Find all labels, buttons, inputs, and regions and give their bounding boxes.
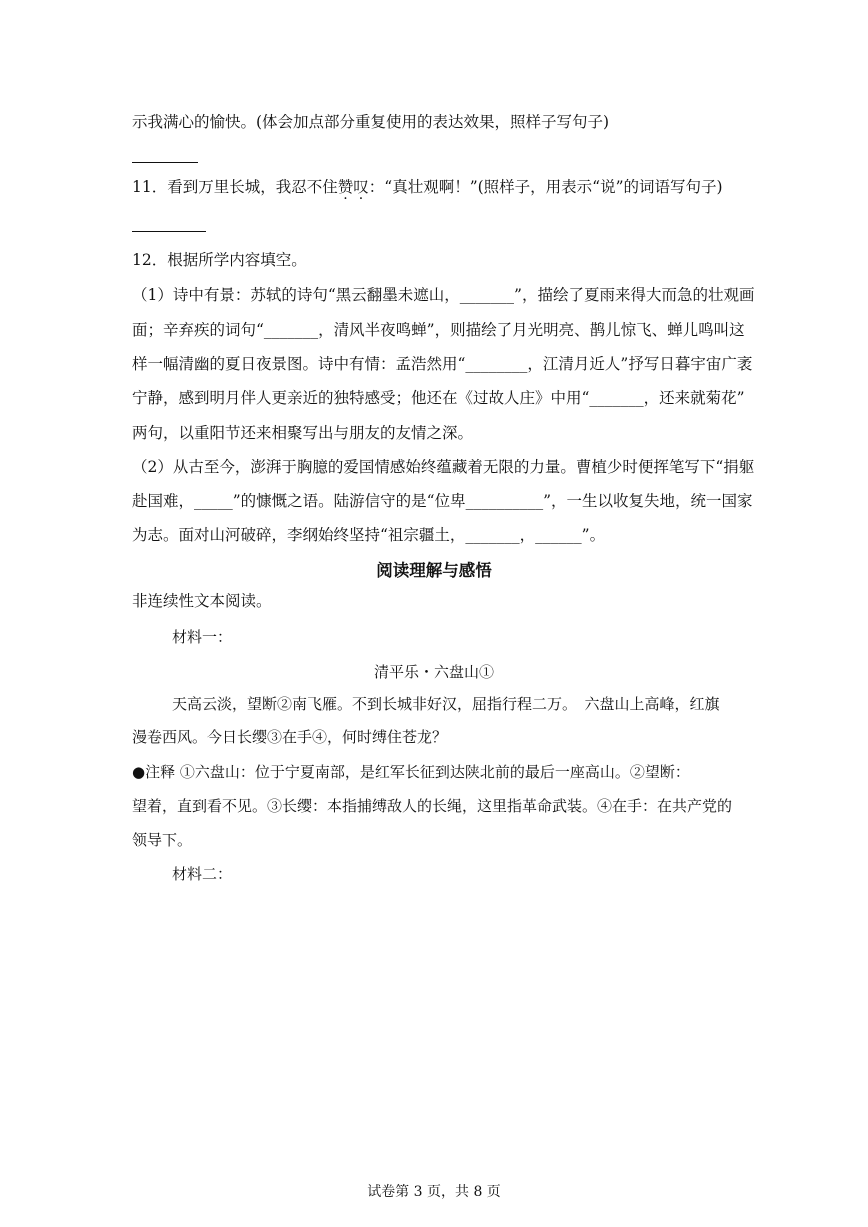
q12-part2-line-2: 赴国难，_____”的慷慨之语。陆游信守的是“位卑__________”，一生以收复失地，统一国家 bbox=[132, 492, 753, 510]
poem-line-2: 漫卷西风。今日长缨③在手④，何时缚住苍龙？ bbox=[132, 728, 448, 746]
notes-line-1: ●注释 ①六盘山：位于宁夏南部，是红军长征到达陕北前的最后一座高山。②望断： bbox=[132, 763, 690, 781]
q12-part1-line-4: 宁静，感到明月伴人更亲近的独特感受；他还在《过故人庄》中用“_______，还来就菊花” bbox=[132, 389, 745, 407]
q12-part1-line-1: （1）诗中有景：苏轼的诗句“黑云翻墨未遮山，_______”，描绘了夏雨来得大而急的壮观画 bbox=[132, 286, 755, 304]
q12-part1-line-3: 样一幅清幽的夏日夜景图。诗中有情：孟浩然用“________，江清月近人”抒写日暮宇宙广袤 bbox=[132, 355, 753, 373]
q12-title: 12．根据所学内容填空。 bbox=[132, 251, 307, 269]
q12-part1-line-2: 面；辛弃疾的词句“_______，清风半夜鸣蝉”，则描绘了月光明亮、鹊儿惊飞、蝉儿鸣叫这 bbox=[132, 321, 745, 339]
q11-text bbox=[132, 177, 723, 197]
poem-line-1: 天高云淡，望断②南飞雁。不到长城非好汉，屈指行程二万。 六盘山上高峰，红旗 bbox=[172, 695, 720, 713]
q12-part1-line-5: 两句，以重阳节还来相聚写出与朋友的友情之深。 bbox=[132, 424, 474, 442]
q11-post: ：“真壮观啊！”(照样子，用表示“说”的词语写句子) bbox=[368, 178, 723, 196]
q10-answer-line[interactable] bbox=[132, 162, 198, 163]
section-intro: 非连续性文本阅读。 bbox=[132, 592, 272, 610]
notes-line-2: 望着，直到看不见。③长缨：本指捕缚敌人的长绳，这里指革命武装。④在手：在共产党的 bbox=[132, 797, 733, 815]
section-heading: 阅读理解与感悟 bbox=[376, 561, 492, 580]
q12-part2-line-3: 为志。面对山河破碎，李纲始终坚持“祖宗疆土，_______，______”。 bbox=[132, 526, 606, 544]
q10-tail-text: 示我满心的愉快。(体会加点部分重复使用的表达效果，照样子写句子) bbox=[132, 113, 610, 131]
q11-answer-line[interactable] bbox=[132, 231, 206, 232]
page-footer: 试卷第 3 页，共 8 页 bbox=[367, 1184, 501, 1200]
q12-part2-line-1: （2）从古至今，澎湃于胸臆的爱国情感始终蕴藏着无限的力量。曹植少时便挥笔写下“捐躯 bbox=[132, 458, 755, 476]
q11-dotted-char-1: 赞 bbox=[337, 178, 354, 196]
q11-dotted-char-2: 叹 bbox=[353, 178, 369, 196]
q11-pre: 11．看到万里长城，我忍不住 bbox=[132, 178, 338, 196]
poem-title: 清平乐・六盘山① bbox=[373, 663, 494, 681]
material-2-label: 材料二： bbox=[172, 865, 233, 883]
material-1-label: 材料一： bbox=[172, 628, 233, 646]
notes-line-3: 领导下。 bbox=[132, 831, 193, 849]
